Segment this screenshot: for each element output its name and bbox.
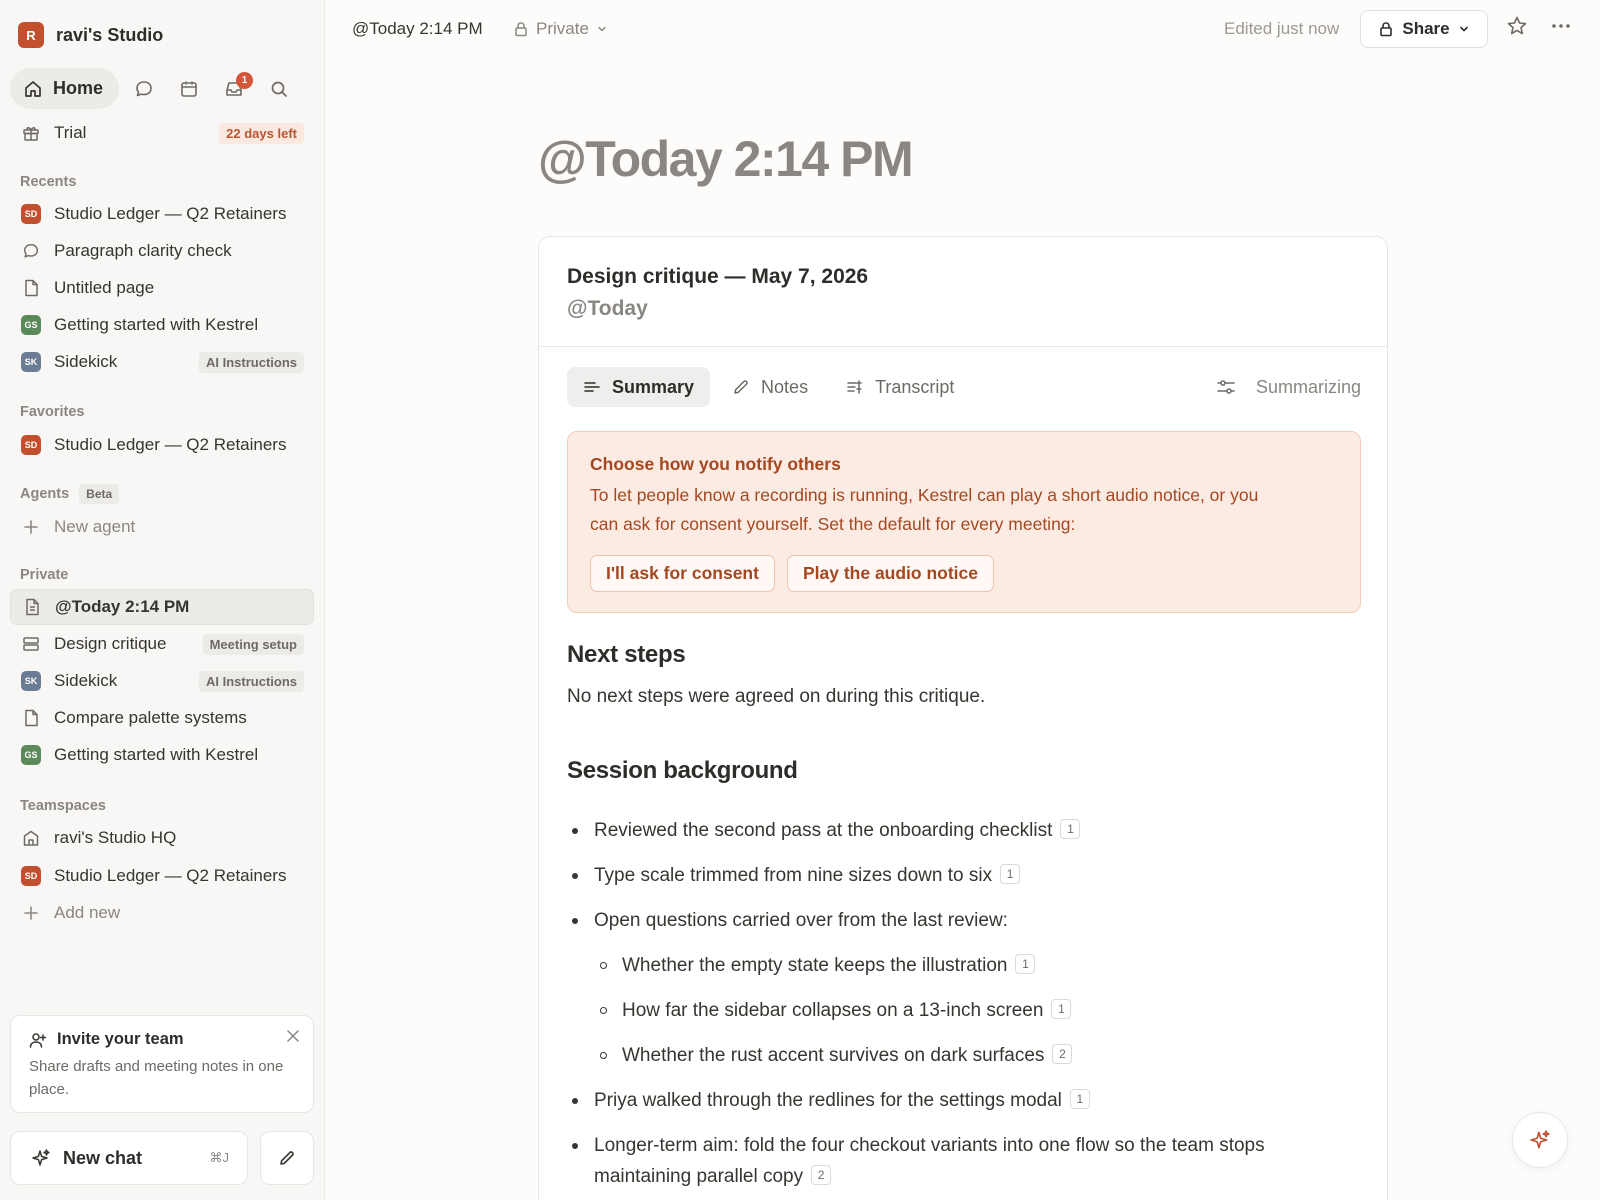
list-item [567, 905, 1361, 936]
lock-icon [1379, 21, 1393, 37]
recent-item[interactable] [10, 234, 314, 268]
meeting-notes-card [538, 236, 1388, 1200]
share-button[interactable] [1360, 10, 1488, 48]
list-item [567, 1130, 1361, 1192]
section-label-private: Private [20, 567, 69, 583]
invite-title-row [29, 1030, 295, 1049]
sub-list-item [567, 950, 1361, 981]
agents-label: Agents [20, 486, 70, 502]
private-item-label: Getting started with Kestrel [54, 745, 259, 764]
sparkle-icon [31, 1148, 51, 1168]
section-label-teamspaces: Teamspaces [20, 798, 106, 814]
list-item [567, 860, 1361, 891]
list-item [567, 1085, 1361, 1116]
lock-icon [514, 21, 528, 37]
tab-transcript[interactable] [830, 367, 970, 407]
recent-item-label: Paragraph clarity check [54, 241, 232, 260]
star-icon[interactable] [1506, 15, 1528, 37]
private-item-label: Sidekick [54, 671, 118, 690]
private-item-label: @Today 2:14 PM [55, 597, 190, 616]
inbox-icon[interactable] [211, 68, 256, 109]
private-item-label: Compare palette systems [54, 708, 247, 727]
sidebar-item-trial[interactable] [10, 116, 314, 150]
recent-item[interactable] [10, 345, 314, 379]
new-chat-label: New chat [63, 1147, 143, 1168]
favorite-item-label: Studio Ledger — Q2 Retainers [54, 435, 287, 454]
page-badge: GS [21, 745, 41, 765]
citation-badge[interactable]: 2 [1052, 1044, 1072, 1064]
meeting-header [539, 237, 1387, 347]
sliders-icon [1216, 378, 1236, 396]
sub-list-item [567, 1040, 1361, 1071]
teamspace-item[interactable] [10, 821, 314, 855]
summarizing-status: Summarizing [1255, 376, 1361, 397]
tab-summary-label: Summary [612, 376, 695, 397]
recent-item-label: Studio Ledger — Q2 Retainers [54, 204, 287, 223]
list-item-text: Open questions carried over from the last review: [594, 910, 1008, 931]
page-icon [20, 279, 42, 297]
notice-actions [590, 555, 1338, 592]
citation-badge[interactable]: 1 [1015, 954, 1035, 974]
list-item-text: Longer-term aim: fold the four checkout variants into one flow so the team stops maintaining parallel copy [594, 1135, 1265, 1187]
sidebar [0, 0, 325, 1200]
new-agent-label: New agent [54, 517, 136, 536]
workspace-avatar: R [18, 22, 44, 48]
meeting-date[interactable]: @Today [567, 297, 648, 320]
chevron-down-icon [1459, 24, 1469, 34]
top-nav [10, 68, 301, 109]
invite-title: Invite your team [57, 1030, 184, 1048]
breadcrumb[interactable]: @Today 2:14 PM [352, 19, 483, 38]
private-item-active[interactable] [10, 589, 314, 625]
session-background-list [567, 815, 1361, 1200]
citation-badge[interactable]: 1 [1060, 819, 1080, 839]
beta-badge: Beta [79, 484, 119, 504]
privacy-label: Private [536, 19, 589, 38]
sparkle-icon [1529, 1129, 1551, 1151]
citation-badge[interactable]: 1 [1070, 1089, 1090, 1109]
section-label-favorites: Favorites [20, 404, 85, 420]
section-label-recents: Recents [20, 174, 77, 190]
compose-button[interactable] [260, 1131, 314, 1185]
list-item-text: Whether the empty state keeps the illustration [622, 955, 1008, 976]
transcript-icon [846, 378, 864, 396]
page-badge: SD [21, 866, 41, 886]
building-icon [20, 829, 42, 847]
section-label-agents [20, 484, 119, 504]
plus-icon [20, 905, 42, 921]
home-icon [23, 79, 43, 99]
trial-days-badge: 22 days left [219, 123, 304, 144]
edited-status: Edited just now [1224, 19, 1340, 38]
ask-consent-button[interactable]: I'll ask for consent [590, 555, 775, 592]
chat-icon[interactable] [121, 68, 166, 109]
list-item-text: How far the sidebar collapses on a 13-inch screen [622, 1000, 1044, 1021]
notice-body: To let people know a recording is running, Kestrel can play a short audio notice, or you can ask for consent yourself. Set the default for every meeting: [590, 485, 1259, 534]
page-tag: Meeting setup [203, 634, 304, 655]
meeting-icon [20, 635, 42, 653]
new-chat-shortcut: ⌘J [209, 1150, 229, 1165]
workspace-switcher[interactable] [18, 22, 163, 48]
favorite-item[interactable] [10, 428, 314, 462]
list-item [567, 815, 1361, 846]
sub-list-item [567, 995, 1361, 1026]
recent-item-label: Getting started with Kestrel [54, 315, 259, 334]
home-label: Home [53, 78, 104, 98]
add-person-icon [29, 1031, 47, 1049]
tab-notes[interactable] [716, 367, 824, 407]
more-options-icon[interactable] [1550, 19, 1572, 33]
add-new-label: Add new [54, 903, 121, 922]
teamspace-item[interactable] [10, 859, 314, 893]
list-item-text: Type scale trimmed from nine sizes down to six [594, 865, 993, 886]
page-badge: GS [21, 315, 41, 335]
chevron-down-icon [597, 24, 607, 34]
private-item[interactable] [10, 664, 314, 698]
summary-icon [583, 378, 601, 396]
notification-count-badge: 1 [236, 72, 253, 89]
gift-icon [20, 124, 42, 142]
recent-item[interactable] [10, 308, 314, 342]
home-button[interactable] [10, 68, 119, 109]
page-badge: SK [21, 671, 41, 691]
citation-badge[interactable]: 1 [1051, 999, 1071, 1019]
private-item[interactable] [10, 627, 314, 661]
calendar-icon[interactable] [166, 68, 211, 109]
page-badge: SD [21, 204, 41, 224]
pencil-icon [278, 1149, 296, 1167]
page-tag: AI Instructions [199, 352, 304, 373]
private-item[interactable] [10, 738, 314, 772]
close-icon[interactable] [287, 1030, 299, 1042]
page-icon [20, 709, 42, 727]
workspace-name: ravi's Studio [56, 24, 164, 45]
private-item[interactable] [10, 701, 314, 735]
next-steps-text: No next steps were agreed on during this critique. [567, 686, 986, 707]
sidebar-item-label: Trial [54, 123, 87, 142]
tab-transcript-label: Transcript [875, 376, 955, 397]
new-chat-button[interactable] [10, 1131, 248, 1185]
chat-bubble-icon [20, 242, 42, 260]
page-tag: AI Instructions [199, 671, 304, 692]
page-badge: SD [21, 435, 41, 455]
notice-title: Choose how you notify others [590, 454, 841, 474]
play-audio-notice-button[interactable]: Play the audio notice [787, 555, 994, 592]
new-agent-button[interactable] [10, 510, 314, 544]
recording-consent-notice [567, 431, 1361, 613]
citation-badge[interactable]: 1 [1000, 864, 1020, 884]
page-badge: SK [21, 352, 41, 372]
summary-settings[interactable] [1200, 367, 1361, 407]
invite-description: Share drafts and meeting notes in one place. [29, 1058, 284, 1098]
topbar [326, 0, 1600, 58]
add-new-button[interactable] [10, 896, 314, 930]
meeting-tabs [567, 367, 1361, 407]
list-item-text: Reviewed the second pass at the onboarding checklist [594, 820, 1053, 841]
recent-item-label: Sidekick [54, 352, 118, 371]
teamspace-item-label: Studio Ledger — Q2 Retainers [54, 866, 287, 885]
recent-item[interactable] [10, 271, 314, 305]
invite-team-card[interactable] [10, 1015, 314, 1113]
recent-item[interactable] [10, 197, 314, 231]
session-background-heading: Session background [567, 757, 798, 784]
private-item-label: Design critique [54, 634, 167, 653]
citation-badge[interactable]: 2 [811, 1165, 831, 1185]
document-icon [21, 598, 43, 616]
privacy-dropdown[interactable] [514, 19, 607, 39]
ai-assistant-button[interactable] [1512, 1112, 1568, 1168]
recent-item-label: Untitled page [54, 278, 155, 297]
teamspace-item-label: ravi's Studio HQ [54, 828, 177, 847]
meeting-title: Design critique — May 7, 2026 [567, 265, 869, 288]
search-icon[interactable] [256, 68, 301, 109]
tab-notes-label: Notes [761, 376, 809, 397]
tab-summary[interactable] [567, 367, 710, 407]
list-item-text: Priya walked through the redlines for the settings modal [594, 1090, 1062, 1111]
plus-icon [20, 519, 42, 535]
page-title: @Today 2:14 PM [538, 131, 913, 187]
pencil-icon [732, 378, 750, 396]
next-steps-heading: Next steps [567, 641, 686, 668]
share-label: Share [1402, 19, 1450, 38]
list-item-text: Whether the rust accent survives on dark surfaces [622, 1045, 1045, 1066]
